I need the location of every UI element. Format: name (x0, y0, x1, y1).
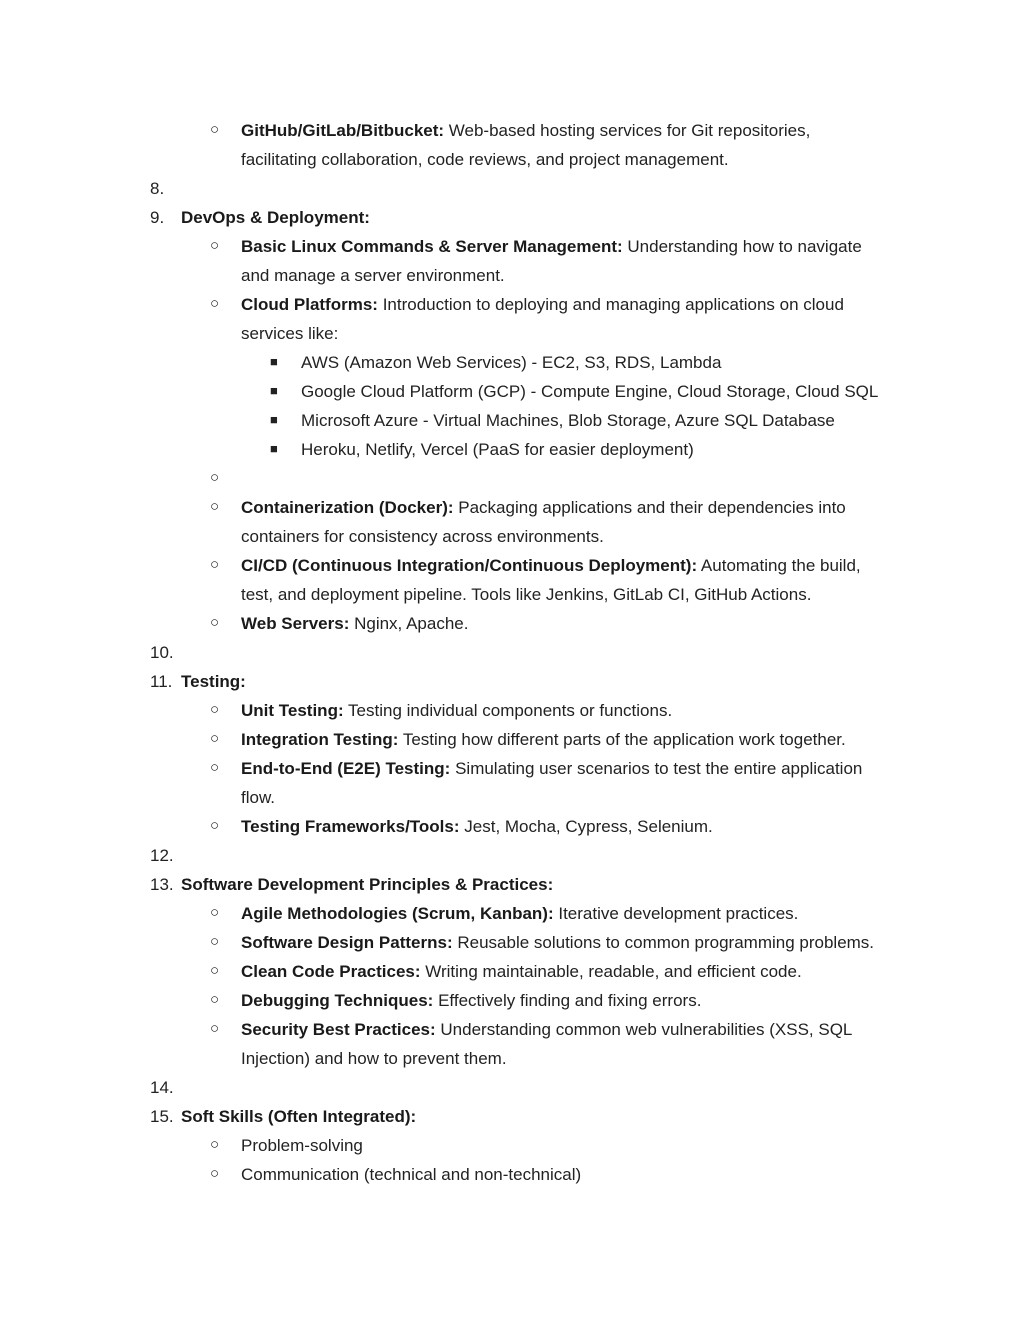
hollow-bullet-icon: ○ (210, 701, 220, 718)
hollow-bullet-icon: ○ (210, 614, 220, 631)
list-item (0, 609, 1024, 638)
list-item (0, 754, 1024, 783)
item-text: flow. (241, 788, 276, 807)
list-item (0, 1131, 1024, 1160)
item-text: containers for consistency across environments. (241, 527, 604, 546)
section-title: Software Development Principles & Practices: (181, 875, 554, 894)
item-text: Understanding how to navigate (627, 237, 862, 256)
item-text: Reusable solutions to common programming problems. (457, 933, 875, 952)
list-item (0, 725, 1024, 754)
item-label: Debugging Techniques: (241, 991, 434, 1010)
empty-list-item (0, 464, 1024, 493)
list-item (0, 986, 1024, 1015)
document-page (0, 116, 1024, 1189)
hollow-bullet-icon: ○ (210, 933, 220, 950)
section-title: Soft Skills (Often Integrated): (181, 1107, 417, 1126)
item-text: Simulating user scenarios to test the entire application (455, 759, 863, 778)
item-text: Packaging applications and their dependencies into (458, 498, 846, 517)
item-label: Software Design Patterns: (241, 933, 453, 952)
list-item (0, 812, 1024, 841)
hollow-bullet-icon: ○ (210, 295, 220, 312)
item-label: CI/CD (Continuous Integration/Continuous Deployment): (241, 556, 698, 575)
item-text: services like: (241, 324, 339, 343)
section-heading (0, 667, 1024, 696)
section-heading (0, 203, 1024, 232)
item-text: Effectively finding and fixing errors. (438, 991, 702, 1010)
sub-item-text: Heroku, Netlify, Vercel (PaaS for easier deployment) (301, 440, 694, 459)
hollow-bullet-icon: ○ (210, 759, 220, 776)
item-label: Testing Frameworks/Tools: (241, 817, 460, 836)
list-number: 10. (150, 643, 174, 662)
section-heading (0, 1102, 1024, 1131)
section-title: Testing: (181, 672, 246, 691)
hollow-bullet-icon: ○ (210, 498, 220, 515)
hollow-bullet-icon: ○ (210, 556, 220, 573)
item-text: Problem-solving (241, 1136, 363, 1155)
item-label: GitHub/GitLab/Bitbucket: (241, 121, 445, 140)
item-text: Iterative development practices. (558, 904, 799, 923)
item-label: Containerization (Docker): (241, 498, 454, 517)
item-label: Agile Methodologies (Scrum, Kanban): (241, 904, 554, 923)
sub-list-item (0, 406, 1024, 435)
list-item (0, 1015, 1024, 1044)
item-text: Testing how different parts of the application work together. (402, 730, 846, 749)
list-item (0, 1160, 1024, 1189)
item-text: Testing individual components or functions. (348, 701, 673, 720)
list-number: 14. (150, 1078, 174, 1097)
item-label: Unit Testing: (241, 701, 344, 720)
list-item (0, 232, 1024, 261)
item-text: facilitating collaboration, code reviews, and project management. (241, 150, 729, 169)
list-item (0, 928, 1024, 957)
list-number: 8. (150, 179, 165, 198)
list-number: 15. (150, 1107, 174, 1126)
item-label: Cloud Platforms: (241, 295, 378, 314)
item-text: Web-based hosting services for Git repositories, (448, 121, 811, 140)
list-number: 9. (150, 208, 165, 227)
hollow-bullet-icon: ○ (210, 237, 220, 254)
sub-list-item (0, 435, 1024, 464)
hollow-bullet-icon: ○ (210, 817, 220, 834)
sub-item-text: Google Cloud Platform (GCP) - Compute Engine, Cloud Storage, Cloud SQL (301, 382, 879, 401)
list-number: 12. (150, 846, 174, 865)
item-text: Writing maintainable, readable, and efficient code. (425, 962, 802, 981)
section-title: DevOps & Deployment: (181, 208, 370, 227)
item-label: Web Servers: (241, 614, 350, 633)
hollow-bullet-icon: ○ (210, 1165, 220, 1182)
hollow-bullet-icon: ○ (210, 730, 220, 747)
item-label: Basic Linux Commands & Server Management: (241, 237, 623, 256)
list-item (0, 290, 1024, 319)
item-text: Injection) and how to prevent them. (241, 1049, 507, 1068)
list-number: 13. (150, 875, 174, 894)
hollow-bullet-icon: ○ (210, 1020, 220, 1037)
item-label: Security Best Practices: (241, 1020, 436, 1039)
section-heading (0, 870, 1024, 899)
list-item (0, 899, 1024, 928)
list-item (0, 551, 1024, 580)
sub-item-text: Microsoft Azure - Virtual Machines, Blob Storage, Azure SQL Database (301, 411, 835, 430)
list-item-continuation (0, 145, 1024, 174)
list-item (0, 696, 1024, 725)
square-bullet-icon: ■ (270, 354, 278, 369)
square-bullet-icon: ■ (270, 412, 278, 427)
list-number: 11. (150, 672, 173, 691)
item-text: Understanding common web vulnerabilities (XSS, SQL (440, 1020, 853, 1039)
item-text: Communication (technical and non-technical) (241, 1165, 582, 1184)
list-item (0, 957, 1024, 986)
item-text: and manage a server environment. (241, 266, 505, 285)
hollow-bullet-icon: ○ (210, 904, 220, 921)
item-text: Jest, Mocha, Cypress, Selenium. (464, 817, 713, 836)
item-label: End-to-End (E2E) Testing: (241, 759, 451, 778)
sub-list-item (0, 348, 1024, 377)
hollow-bullet-icon: ○ (210, 962, 220, 979)
list-item (0, 493, 1024, 522)
hollow-bullet-icon: ○ (210, 121, 220, 138)
item-text: Nginx, Apache. (354, 614, 469, 633)
square-bullet-icon: ■ (270, 383, 278, 398)
hollow-bullet-icon: ○ (210, 469, 220, 486)
item-text: Introduction to deploying and managing applications on cloud (382, 295, 844, 314)
item-text: Automating the build, (700, 556, 861, 575)
item-label: Clean Code Practices: (241, 962, 421, 981)
hollow-bullet-icon: ○ (210, 1136, 220, 1153)
hollow-bullet-icon: ○ (210, 991, 220, 1008)
sub-list-item (0, 377, 1024, 406)
list-item (0, 116, 1024, 145)
sub-item-text: AWS (Amazon Web Services) - EC2, S3, RDS, Lambda (301, 353, 722, 372)
square-bullet-icon: ■ (270, 441, 278, 456)
item-text: test, and deployment pipeline. Tools like Jenkins, GitLab CI, GitHub Actions. (241, 585, 812, 604)
item-label: Integration Testing: (241, 730, 399, 749)
